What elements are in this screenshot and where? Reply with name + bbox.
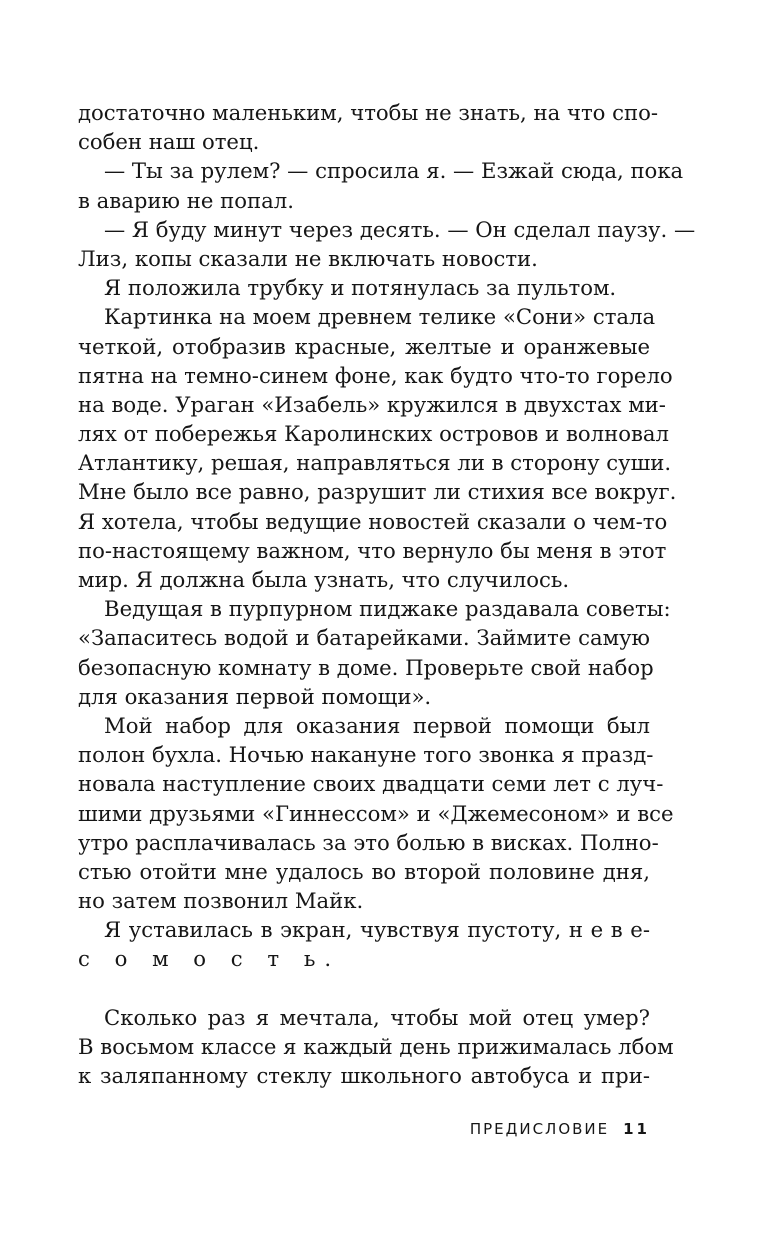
text-line: пятна на темно-синем фоне, как будто что-то горело xyxy=(78,362,673,388)
text-line: четкой, отобразив красные, желтые и оранжевые xyxy=(78,333,650,359)
text-line: на воде. Ураган «Изабель» кружился в двухстах ми- xyxy=(78,391,666,417)
text-line: утро расплачивалась за это болью в висках. Полно- xyxy=(78,829,659,855)
text-line: Мой набор для оказания первой помощи был xyxy=(104,712,650,738)
text-line: полон бухла. Ночью накануне того звонка я празд- xyxy=(78,742,654,768)
text-line: Сколько раз я мечтала, чтобы мой отец умер? xyxy=(104,1004,650,1030)
text-line: Ведущая в пурпурном пиджаке раздавала советы: xyxy=(104,596,671,622)
text-line: по-настоящему важном, что вернуло бы меня в этот xyxy=(78,537,667,563)
text-line: безопасную комнату в доме. Проверьте свой набор xyxy=(78,654,654,680)
section-title: ПРЕДИСЛОВИЕ xyxy=(469,1120,610,1138)
text-line: в аварию не попал. xyxy=(78,187,294,213)
text-line: Лиз, копы сказали не включать новости. xyxy=(78,245,538,271)
page-number: 11 xyxy=(623,1120,650,1138)
text-line: В восьмом классе я каждый день прижималась лбом xyxy=(78,1034,674,1059)
text-line: мир. Я должна была узнать, что случилось. xyxy=(78,567,570,592)
text-line: Мне было все равно, разрушит ли стихия все вокруг. xyxy=(78,479,677,505)
text-line: стью отойти мне удалось во второй половине дня, xyxy=(78,858,650,884)
text-line: — Я буду минут через десять. — Он сделал паузу. — xyxy=(104,216,696,242)
text-line: Я уставилась в экран, чувствуя пустоту, н е в е- xyxy=(104,917,650,943)
running-footer xyxy=(78,1120,650,1138)
text-line: «Запаситесь водой и батарейками. Займите самую xyxy=(78,625,650,651)
text-line: Я положила трубку и потянулась за пультом. xyxy=(104,275,617,301)
page-body xyxy=(78,98,696,1090)
text-line: Картинка на моем древнем телике «Сони» стала xyxy=(104,304,656,330)
text-line: новала наступление своих двадцати семи лет с луч- xyxy=(78,771,664,797)
text-line: — Ты за рулем? — спросила я. — Езжай сюда, пока xyxy=(104,158,684,184)
text-line: Я хотела, чтобы ведущие новостей сказали о чем-то xyxy=(78,508,668,534)
text-line: шими друзьями «Гиннессом» и «Джемесоном» и все xyxy=(78,800,674,826)
section-break xyxy=(78,974,650,1003)
text-line: к заляпанному стеклу школьного автобуса и при- xyxy=(78,1063,650,1089)
text-line: для оказания первой помощи». xyxy=(78,683,432,709)
text-line: с о м о с т ь. xyxy=(78,946,341,972)
text-line: лях от побережья Каролинских островов и волновал xyxy=(78,421,669,447)
text-line: достаточно маленьким, чтобы не знать, на что спо- xyxy=(78,100,659,125)
text-line: Атлантику, решая, направляться ли в сторону суши. xyxy=(78,450,672,476)
text-line: собен наш отец. xyxy=(78,129,260,155)
text-line: но затем позвонил Майк. xyxy=(78,888,364,914)
